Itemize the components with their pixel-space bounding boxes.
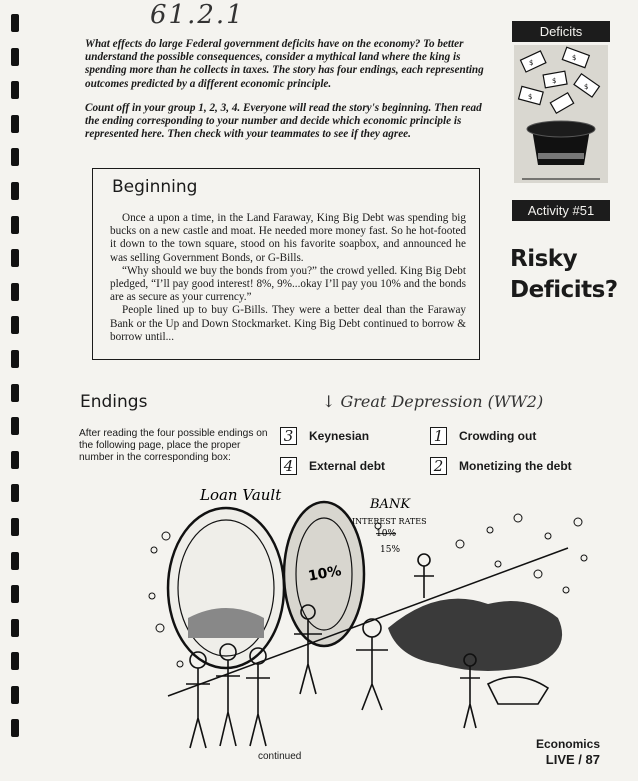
- ending-number-box[interactable]: 2: [430, 457, 447, 475]
- activity-title-line-1: Risky: [510, 246, 578, 272]
- spiral-binding: [8, 14, 22, 774]
- ending-number-box[interactable]: 1: [430, 427, 447, 445]
- intro-paragraph-2: Count off in your group 1, 2, 3, 4. Everyone will read the story's beginning. Then read the ending corresponding to your number and decide which economic principle is represented here. Then check with your teammates to see if they agree.: [85, 101, 482, 141]
- continued-text: continued: [258, 751, 302, 762]
- loan-vault-text: Loan Vault: [200, 486, 282, 504]
- endings-title: Endings: [80, 392, 148, 412]
- deficits-label: Deficits: [512, 21, 610, 42]
- ending-number-box[interactable]: 3: [280, 427, 297, 445]
- story-paragraph-3: People lined up to buy G-Bills. They were a better deal than the Faraway Bank or the Up and Down Stockmarket. King Big Debt continued to borrow & borrow until...: [110, 304, 466, 343]
- ending-label: Monetizing the debt: [459, 459, 572, 473]
- svg-text:$: $: [528, 93, 533, 101]
- ending-label: Keynesian: [309, 429, 370, 443]
- handwritten-note-top: 61.2.1: [150, 0, 245, 30]
- svg-text:$: $: [572, 54, 577, 62]
- ending-external-debt: [280, 457, 385, 475]
- handwritten-note-depression: ↓ Great Depression (WW2): [322, 392, 544, 411]
- vault-door-coin-text: 10%: [306, 563, 343, 585]
- interest-rate-new: 15%: [380, 545, 401, 555]
- intro-paragraph-1: What effects do large Federal government deficits have on the economy? To better understand the possible consequences, consider a mythical land where the king is spending more than he collects in taxes. The story has four endings, each representing outcomes predicted by a different economic principle.: [85, 38, 484, 90]
- footer-series: Economics: [535, 737, 600, 751]
- activity-title: [510, 244, 618, 306]
- svg-text:$: $: [552, 77, 557, 85]
- ending-label: Crowding out: [459, 429, 537, 443]
- ending-crowding-out: [430, 427, 536, 445]
- bank-text: BANK: [370, 497, 411, 512]
- endings-instructions: After reading the four possible endings on the following page, place the proper number in the corresponding box:: [79, 428, 268, 464]
- activity-title-line-2: Deficits?: [510, 277, 618, 303]
- interest-rates-text: INTEREST RATES: [352, 517, 427, 526]
- beginning-story: [110, 212, 466, 344]
- magic-hat-money-illustration: [514, 45, 608, 183]
- bank-vault-cartoon: [138, 478, 608, 760]
- svg-text:$: $: [529, 59, 534, 67]
- svg-text:$: $: [584, 83, 589, 91]
- beginning-title: Beginning: [112, 177, 198, 197]
- activity-label: Activity #51: [512, 200, 610, 221]
- page-footer: [520, 736, 600, 768]
- story-paragraph-2: “Why should we buy the bonds from you?” the crowd yelled. King Big Debt pledged, “I’ll pay good interest! 8%, 9%...okay I’ll pay you 10% and the bonds are as secure as your currency.”: [110, 264, 466, 304]
- story-paragraph-1: Once a upon a time, in the Land Faraway, King Big Debt was spending big bucks on a new castle and moat. He needed more money fast. So he hot-footed it down to the town square, stood on his favorite soapbox, and announced he was selling Government Bonds, or G-Bills.: [110, 212, 466, 264]
- ending-keynesian: [280, 427, 369, 445]
- ending-number-box[interactable]: 4: [280, 457, 297, 475]
- footer-page-number: LIVE / 87: [545, 752, 600, 767]
- ending-monetizing-debt: [430, 457, 572, 475]
- ending-label: External debt: [309, 459, 386, 473]
- intro-text: [85, 38, 495, 152]
- interest-rate-old: 10%: [376, 529, 397, 539]
